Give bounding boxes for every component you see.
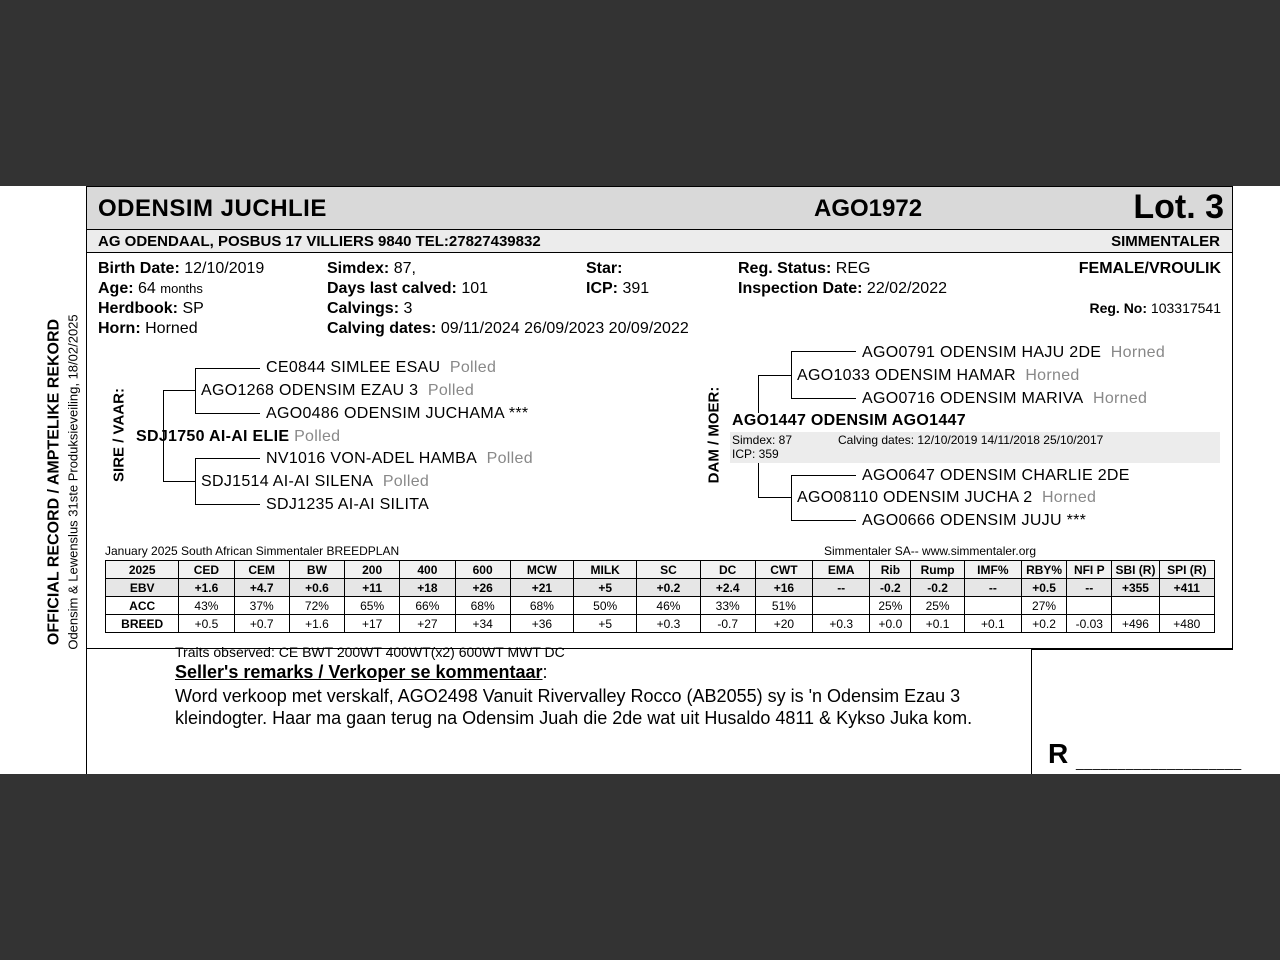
ebv-cell: +21 <box>510 579 573 597</box>
ebv-header-cell: SC <box>637 561 700 579</box>
sire-dam-sire: NV1016 VON-ADEL HAMBA Polled <box>266 450 533 467</box>
ebv-header-cell: CEM <box>234 561 289 579</box>
dam-line-bottom <box>758 497 791 498</box>
ss-bracket <box>195 368 196 414</box>
ebv-row-label: BREED <box>106 615 179 633</box>
ebv-cell: +5 <box>574 615 637 633</box>
calvings: Calvings: 3 <box>327 300 413 317</box>
ebv-cell: +0.5 <box>1021 579 1066 597</box>
auction-caption: Odensim & Lewenslus 31ste Produksieveiling, 18/02/2025 <box>65 314 81 650</box>
ebv-header-cell: SBI (R) <box>1112 561 1159 579</box>
simdex: Simdex: 87, <box>327 260 416 277</box>
ebv-cell: +0.2 <box>637 579 700 597</box>
dam-label: DAM / MOER: <box>705 386 723 484</box>
ebv-header-cell: RBY% <box>1021 561 1066 579</box>
ebv-cell: +0.1 <box>911 615 964 633</box>
ebv-cell: 68% <box>510 597 573 615</box>
ebv-cell: 25% <box>870 597 911 615</box>
ebv-cell: 46% <box>637 597 700 615</box>
ebv-cell <box>1159 597 1214 615</box>
ebv-cell: +0.0 <box>870 615 911 633</box>
ebv-row-label: ACC <box>106 597 179 615</box>
dd-bracket <box>791 475 792 521</box>
title-bar <box>87 187 1232 230</box>
ebv-cell: 68% <box>455 597 510 615</box>
ebv-cell: +36 <box>510 615 573 633</box>
breed-name: SIMMENTALER <box>1111 233 1220 250</box>
dam-icp: ICP: 359 <box>732 447 779 461</box>
sire-label: SIRE / VAAR: <box>110 388 128 482</box>
dam-sire-sire: AGO0791 ODENSIM HAJU 2DE Horned <box>862 344 1166 361</box>
ebv-cell: +0.1 <box>964 615 1021 633</box>
side-caption <box>40 292 86 672</box>
ebv-header-cell: CWT <box>755 561 812 579</box>
sire-main: SDJ1750 AI-AI ELIE Polled <box>136 428 341 445</box>
dam-line-top <box>758 375 791 376</box>
official-record-label: OFFICIAL RECORD / AMPTELIKE REKORD <box>45 318 63 646</box>
ebv-cell: +5 <box>574 579 637 597</box>
ebv-cell: +11 <box>345 579 400 597</box>
dam-simdex: Simdex: 87 <box>732 433 793 447</box>
dam-sire-dam: AGO0716 ODENSIM MARIVA Horned <box>862 390 1148 407</box>
ebv-header-cell: 600 <box>455 561 510 579</box>
ebv-cell: +1.6 <box>289 615 344 633</box>
ebv-header-cell: 400 <box>400 561 455 579</box>
ebv-header-cell: SPI (R) <box>1159 561 1214 579</box>
ds-line-top <box>791 351 856 352</box>
ebv-cell: 50% <box>574 597 637 615</box>
sire-sire-dam: AGO0486 ODENSIM JUCHAMA *** <box>266 405 529 422</box>
ebv-cell: -0.7 <box>700 615 755 633</box>
ebv-cell: +0.2 <box>1021 615 1066 633</box>
ebv-cell: +1.6 <box>179 579 234 597</box>
sire-line-top <box>163 390 196 391</box>
ebv-cell: 27% <box>1021 597 1066 615</box>
animal-id: AGO1972 <box>814 195 923 222</box>
days-last-calved: Days last calved: 101 <box>327 280 489 297</box>
ebv-cell: 72% <box>289 597 344 615</box>
ebv-cell: +34 <box>455 615 510 633</box>
age: Age: 64 months <box>98 280 203 297</box>
ebv-row <box>106 579 1215 597</box>
icp: ICP: 391 <box>586 280 650 297</box>
ebv-cell: +496 <box>1112 615 1159 633</box>
ebv-cell: -0.2 <box>911 579 964 597</box>
r-letter: R <box>1048 738 1069 769</box>
ebv-header-cell: Rump <box>911 561 964 579</box>
reg-number: Reg. No: 103317541 <box>1089 300 1221 316</box>
ebv-cell: +0.3 <box>813 615 870 633</box>
inspection-date: Inspection Date: 22/02/2022 <box>738 280 947 297</box>
ebv-cell: -0.03 <box>1067 615 1112 633</box>
ebv-cell: 33% <box>700 597 755 615</box>
dd-line-bottom <box>791 520 856 521</box>
dam-bracket-top <box>758 375 759 413</box>
dd-line-top <box>791 475 856 476</box>
ebv-row-label: EBV <box>106 579 179 597</box>
ebv-cell: -- <box>1067 579 1112 597</box>
sire-sire-sire: CE0844 SIMLEE ESAU Polled <box>266 359 497 376</box>
ebv-cell: +18 <box>400 579 455 597</box>
ss-line-bottom <box>195 413 260 414</box>
ebv-cell: -0.2 <box>870 579 911 597</box>
star: Star: <box>586 260 623 277</box>
ebv-cell: +2.4 <box>700 579 755 597</box>
ebv-header-cell: IMF% <box>964 561 1021 579</box>
ebv-table <box>105 560 1215 633</box>
animal-name: ODENSIM JUCHLIE <box>98 195 327 222</box>
r-signature-line: ____________________ <box>1076 754 1242 770</box>
ebv-cell: +17 <box>345 615 400 633</box>
dam-dam-dam: AGO0666 ODENSIM JUJU *** <box>862 512 1087 529</box>
ebv-cell: +355 <box>1112 579 1159 597</box>
breedplan-title: January 2025 South African Simmentaler BREEDPLAN <box>105 544 400 558</box>
birth-date: Birth Date: 12/10/2019 <box>98 260 265 277</box>
ebv-cell: 43% <box>179 597 234 615</box>
ebv-header-cell: Rib <box>870 561 911 579</box>
remarks-body: Word verkoop met verskalf, AGO2498 Vanuit Rivervalley Rocco (AB2055) sy is 'n Odensim Ezau 3 kleindogter. Haar ma gaan terug na Odensim Juah die 2de wat uit Husaldo 4811 & Kykso Juka kom. <box>175 686 973 728</box>
ebv-header-cell: 2025 <box>106 561 179 579</box>
reg-status: Reg. Status: REG <box>738 260 871 277</box>
ebv-header-cell: NFI P <box>1067 561 1112 579</box>
ebv-header-cell: EMA <box>813 561 870 579</box>
ebv-header-cell: CED <box>179 561 234 579</box>
dam-dam: AGO08110 ODENSIM JUCHA 2 Horned <box>797 489 1097 506</box>
lot-number: Lot. 3 <box>1133 188 1224 226</box>
horn: Horn: Horned <box>98 320 198 337</box>
ebv-cell <box>1067 597 1112 615</box>
ebv-header-cell: DC <box>700 561 755 579</box>
ebv-cell: +27 <box>400 615 455 633</box>
ebv-cell: +0.5 <box>179 615 234 633</box>
ebv-cell <box>1112 597 1159 615</box>
ebv-header-row <box>106 561 1215 579</box>
ds-line-bottom <box>791 398 856 399</box>
breed-avg-row <box>106 615 1215 633</box>
ebv-cell: +0.3 <box>637 615 700 633</box>
ebv-cell: +480 <box>1159 615 1214 633</box>
ebv-cell: +4.7 <box>234 579 289 597</box>
sire-sire: AGO1268 ODENSIM EZAU 3 Polled <box>201 382 475 399</box>
sd-line-bottom <box>195 504 260 505</box>
ebv-header-cell: MCW <box>510 561 573 579</box>
sire-line-bottom <box>163 481 196 482</box>
dam-sire: AGO1033 ODENSIM HAMAR Horned <box>797 367 1080 384</box>
owner-bar <box>87 230 1232 253</box>
ebv-cell: 66% <box>400 597 455 615</box>
sex: FEMALE/VROULIK <box>1078 260 1221 277</box>
herdbook: Herdbook: SP <box>98 300 204 317</box>
ebv-cell: 37% <box>234 597 289 615</box>
sire-dam-dam: SDJ1235 AI-AI SILITA <box>266 496 430 513</box>
remarks-title: Seller's remarks / Verkoper se kommentaar: <box>175 662 548 682</box>
ss-line-top <box>195 368 260 369</box>
ebv-cell: +411 <box>1159 579 1214 597</box>
sire-dam: SDJ1514 AI-AI SILENA Polled <box>201 473 430 490</box>
sd-line-top <box>195 458 260 459</box>
traits-observed: Traits observed: CE BWT 200WT 400WT(x2) 600WT MWT DC <box>175 644 565 660</box>
ebv-cell: 25% <box>911 597 964 615</box>
dam-main: AGO1447 ODENSIM AGO1447 <box>732 412 966 429</box>
dam-stats <box>730 432 1220 463</box>
dam-dam-sire: AGO0647 ODENSIM CHARLIE 2DE <box>862 467 1130 484</box>
dam-bracket-bottom <box>758 463 759 498</box>
ebv-cell: +16 <box>755 579 812 597</box>
owner-address: AG ODENDAAL, POSBUS 17 VILLIERS 9840 TEL:27827439832 <box>98 233 541 250</box>
ebv-cell: -- <box>964 579 1021 597</box>
ds-bracket <box>791 351 792 399</box>
calving-dates: Calving dates: 09/11/2024 26/09/2023 20/09/2022 <box>327 320 689 337</box>
ebv-cell: +26 <box>455 579 510 597</box>
ebv-cell: -- <box>813 579 870 597</box>
sd-bracket <box>195 458 196 505</box>
dam-calving-dates: Calving dates: 12/10/2019 14/11/2018 25/10/2017 <box>838 433 1104 447</box>
ebv-header-cell: MILK <box>574 561 637 579</box>
ebv-cell <box>813 597 870 615</box>
ebv-cell: +0.7 <box>234 615 289 633</box>
ebv-cell: +20 <box>755 615 812 633</box>
ebv-header-cell: BW <box>289 561 344 579</box>
ebv-cell: 51% <box>755 597 812 615</box>
ebv-cell: 65% <box>345 597 400 615</box>
acc-row <box>106 597 1215 615</box>
ebv-cell <box>964 597 1021 615</box>
ebv-header-cell: 200 <box>345 561 400 579</box>
ebv-cell: +0.6 <box>289 579 344 597</box>
breedplan-source: Simmentaler SA-- www.simmentaler.org <box>824 544 1037 558</box>
